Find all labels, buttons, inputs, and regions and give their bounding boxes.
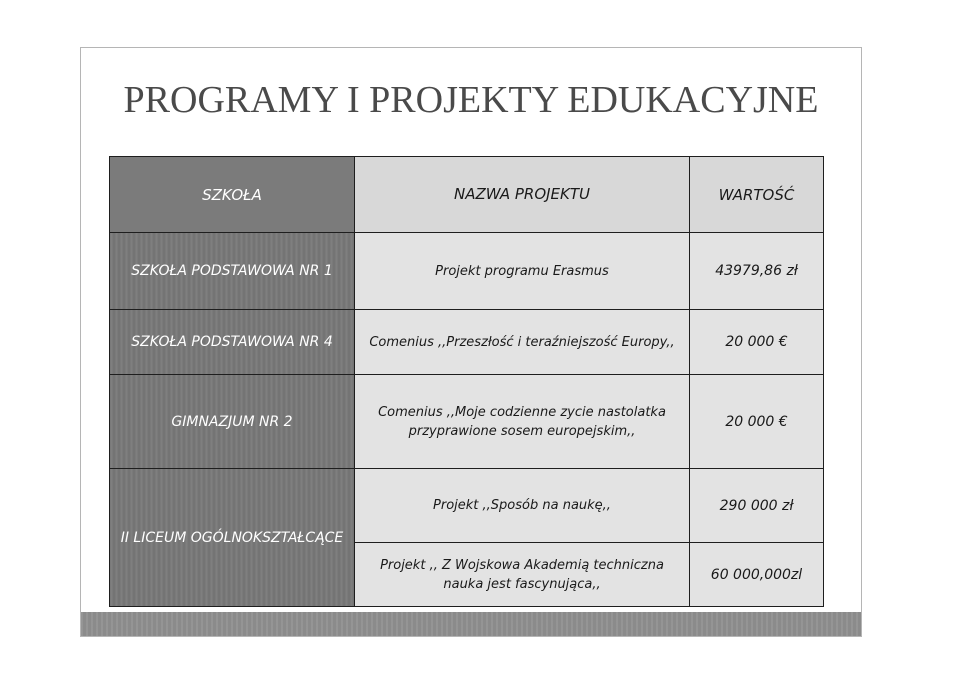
table-row: [110, 310, 824, 375]
school-cell: SZKOŁA PODSTAWOWA NR 4: [110, 310, 355, 375]
project-cell: Projekt programu Erasmus: [355, 233, 690, 310]
school-cell: GIMNAZJUM NR 2: [110, 375, 355, 469]
value-cell: 43979,86 zł: [690, 233, 824, 310]
header-value: WARTOŚĆ: [690, 157, 824, 233]
table-header-row: [110, 157, 824, 233]
header-project: NAZWA PROJEKTU: [355, 157, 690, 233]
projects-table: [109, 156, 824, 607]
table-row: [110, 375, 824, 469]
value-cell: 20 000 €: [690, 310, 824, 375]
project-cell: Projekt ,, Z Wojskowa Akademią techniczna nauka jest fascynująca,,: [355, 543, 690, 607]
value-cell: 290 000 zł: [690, 469, 824, 543]
header-school: SZKOŁA: [110, 157, 355, 233]
value-cell: 60 000,000zl: [690, 543, 824, 607]
table-row: [110, 469, 824, 543]
project-cell: Projekt ,,Sposób na naukę,,: [355, 469, 690, 543]
value-cell: 20 000 €: [690, 375, 824, 469]
project-cell: Comenius ,,Moje codzienne zycie nastolatka przyprawione sosem europejskim,,: [355, 375, 690, 469]
table-row: [110, 233, 824, 310]
slide: [80, 47, 862, 637]
school-cell: II LICEUM OGÓLNOKSZTAŁCĄCE: [110, 469, 355, 607]
project-cell: Comenius ,,Przeszłość i teraźniejszość Europy,,: [355, 310, 690, 375]
bottom-band: [81, 612, 861, 636]
page-title: PROGRAMY I PROJEKTY EDUKACYJNE: [123, 79, 819, 121]
school-cell: SZKOŁA PODSTAWOWA NR 1: [110, 233, 355, 310]
